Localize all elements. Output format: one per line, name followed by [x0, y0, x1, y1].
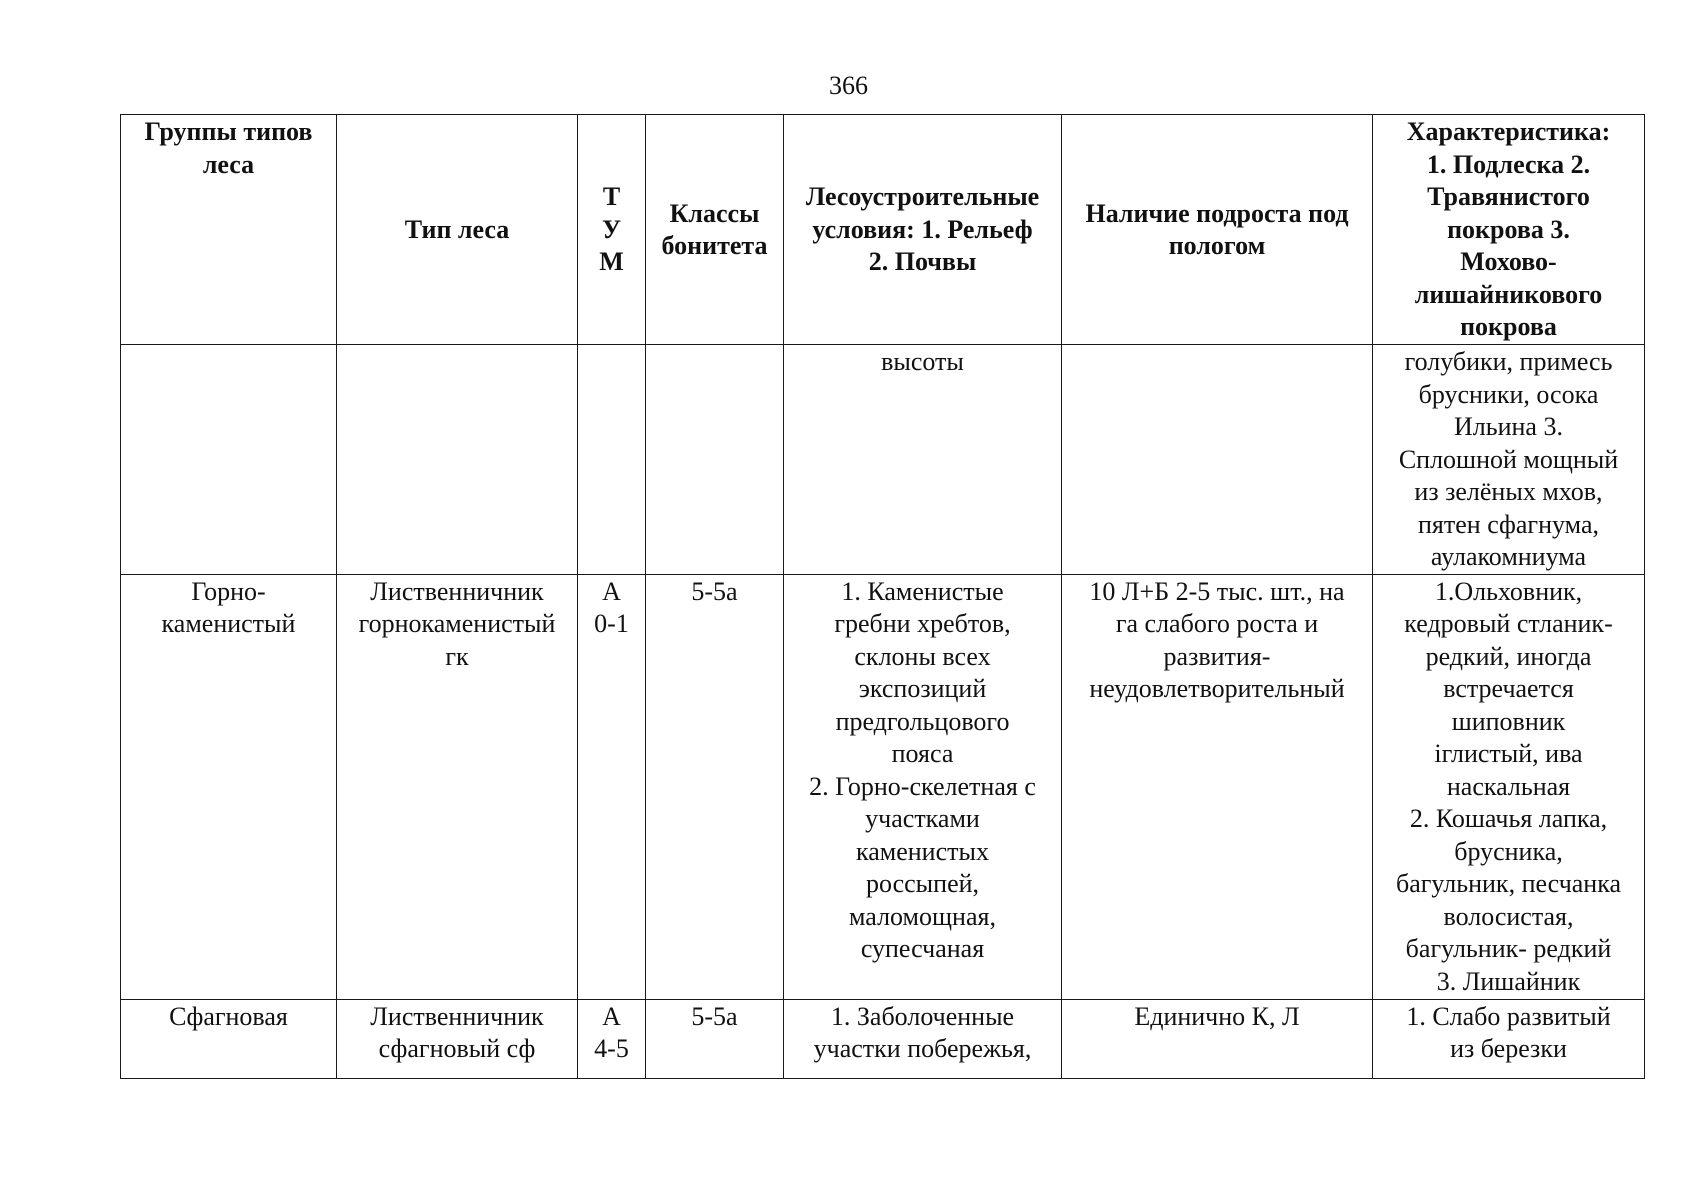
cell-bonitet: 5-5а: [646, 999, 784, 1078]
cell-forest-type: Лиственничник горнокаменистый гк: [337, 574, 578, 999]
page-number: 366: [829, 71, 868, 100]
cell-forest-group: [121, 345, 337, 575]
cell-undergrowth: Единично К, Л: [1062, 999, 1373, 1078]
cell-conditions: высоты: [784, 345, 1062, 575]
forest-types-table: [120, 114, 1645, 1079]
cell-tum: А 0-1: [578, 574, 646, 999]
header-forest-group: Группы типов леса: [121, 115, 337, 345]
cell-undergrowth: [1062, 345, 1373, 575]
header-bonitet-class: Классы бонитета: [646, 115, 784, 345]
table-row: [121, 999, 1645, 1078]
header-undergrowth: Наличие подроста под пологом: [1062, 115, 1373, 345]
cell-undergrowth: 10 Л+Б 2-5 тыс. шт., на га слабого роста и развития- неудовлетворительный: [1062, 574, 1373, 999]
cell-forest-group: Горно- каменистый: [121, 574, 337, 999]
cell-tum: [578, 345, 646, 575]
header-tum: Т У М: [578, 115, 646, 345]
table-header-row: [121, 115, 1645, 345]
table-row: [121, 345, 1645, 575]
cell-characteristic: 1. Слабо развитый из березки: [1373, 999, 1645, 1078]
header-forest-type: Тип леса: [337, 115, 578, 345]
cell-conditions: 1. Каменистые гребни хребтов, склоны всех экспозиций предгольцового пояса 2. Горно-скелетная с участками каменистых россыпей, маломощная, супесчаная: [784, 574, 1062, 999]
cell-forest-group: Сфагновая: [121, 999, 337, 1078]
header-characteristic: Характеристика: 1. Подлеска 2. Травянистого покрова 3. Мохово- лишайникового покрова: [1373, 115, 1645, 345]
cell-characteristic: 1.Ольховник, кедровый стланик- редкий, иногда встречается шиповник iглистый, ива наскальная 2. Кошачья лапка, брусника, багульник, песчанка волосистая, багульник- редкий 3. Лишайник: [1373, 574, 1645, 999]
cell-conditions: 1. Заболоченные участки побережья,: [784, 999, 1062, 1078]
cell-bonitet: 5-5а: [646, 574, 784, 999]
table-row: [121, 574, 1645, 999]
cell-tum: А 4-5: [578, 999, 646, 1078]
cell-forest-type: [337, 345, 578, 575]
cell-bonitet: [646, 345, 784, 575]
cell-forest-type: Лиственничник сфагновый сф: [337, 999, 578, 1078]
header-forest-conditions: Лесоустроительные условия: 1. Рельеф 2. Почвы: [784, 115, 1062, 345]
cell-characteristic: голубики, примесь брусники, осока Ильина 3. Сплошной мощный из зелёных мхов, пятен сфагнума, аулакомниума: [1373, 345, 1645, 575]
